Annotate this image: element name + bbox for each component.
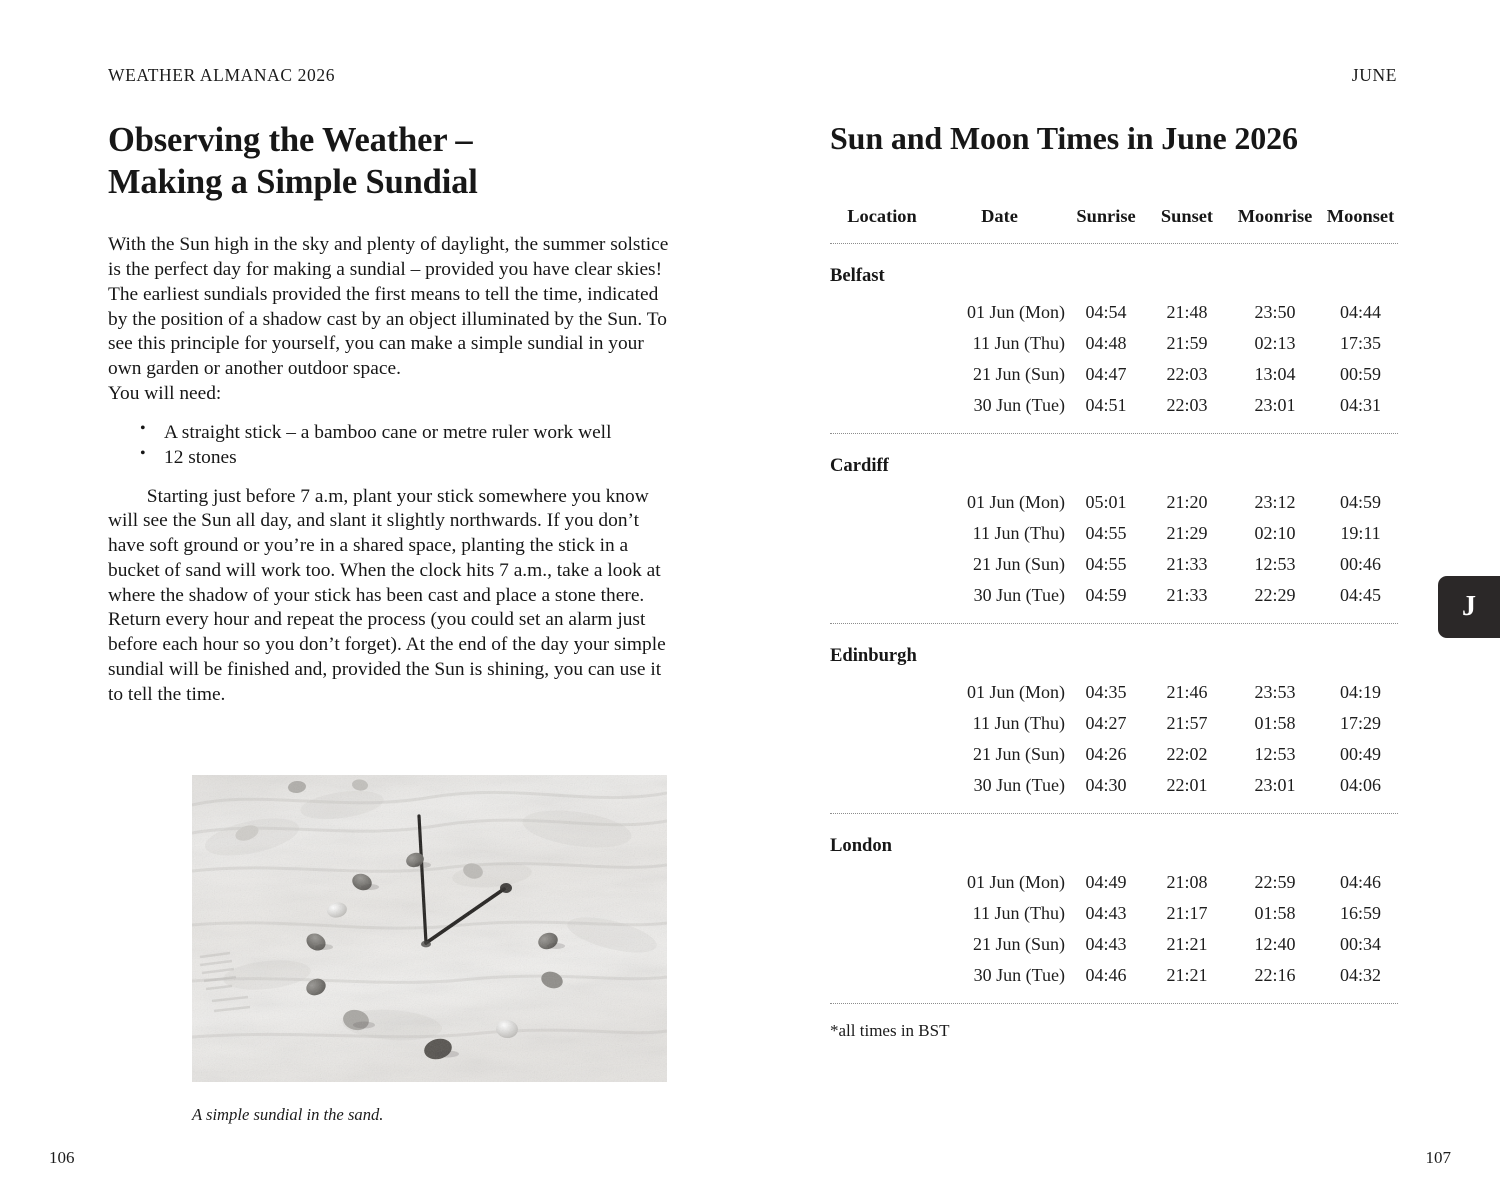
cell-sunset: 22:03 xyxy=(1166,395,1208,415)
column-header-location: Location xyxy=(847,206,917,226)
cell-date: 01 Jun (Mon) xyxy=(967,682,1065,702)
row-spacer xyxy=(830,770,934,813)
table-row xyxy=(830,708,1398,739)
cell-sunset: 21:20 xyxy=(1166,492,1208,512)
cell-moonrise: 23:01 xyxy=(1254,775,1296,795)
table-row xyxy=(830,359,1398,390)
cell-sunrise: 04:48 xyxy=(1085,333,1127,353)
month-thumb-tab xyxy=(1438,576,1500,638)
cell-sunrise: 04:51 xyxy=(1085,395,1127,415)
cell-moonset: 00:59 xyxy=(1339,364,1381,384)
cell-moonrise: 13:04 xyxy=(1254,364,1296,384)
column-header-moonrise: Moonrise xyxy=(1237,206,1313,226)
page-title-line-2: Making a Simple Sundial xyxy=(108,162,478,201)
cell-sunrise: 04:49 xyxy=(1085,872,1127,892)
cell-moonrise: 23:50 xyxy=(1254,302,1296,322)
table-footnote: *all times in BST xyxy=(830,1021,950,1040)
cell-sunrise: 04:30 xyxy=(1085,775,1127,795)
row-spacer xyxy=(830,359,934,390)
cell-sunrise: 05:01 xyxy=(1085,492,1127,512)
row-spacer xyxy=(830,518,934,549)
row-spacer xyxy=(830,673,934,708)
table-group-heading-edinburgh xyxy=(830,624,1398,673)
page-number-right: 107 xyxy=(1425,1148,1451,1167)
table-row xyxy=(830,863,1398,898)
cell-sunset: 21:08 xyxy=(1166,872,1208,892)
cell-sunset: 21:21 xyxy=(1166,934,1208,954)
table-row xyxy=(830,898,1398,929)
cell-moonrise: 22:29 xyxy=(1254,585,1296,605)
cell-sunset: 21:33 xyxy=(1166,585,1208,605)
page-title-line-1: Observing the Weather – xyxy=(108,121,473,159)
table-row xyxy=(830,293,1398,328)
cell-sunset: 21:29 xyxy=(1166,523,1208,543)
table-row xyxy=(830,770,1398,813)
column-header-sunrise: Sunrise xyxy=(1076,206,1136,226)
table-header-row xyxy=(830,206,1398,243)
sundial-photo-image xyxy=(192,775,667,1082)
page-number-left: 106 xyxy=(49,1148,75,1167)
table-row xyxy=(830,580,1398,623)
cell-moonset: 04:32 xyxy=(1339,965,1381,985)
cell-sunset: 22:03 xyxy=(1166,364,1208,384)
cell-sunset: 21:46 xyxy=(1166,682,1208,702)
cell-moonset: 19:11 xyxy=(1340,523,1381,543)
row-spacer xyxy=(830,863,934,898)
cell-sunrise: 04:43 xyxy=(1085,934,1127,954)
row-spacer xyxy=(830,328,934,359)
cell-sunrise: 04:59 xyxy=(1085,585,1127,605)
table-row xyxy=(830,960,1398,1003)
cell-sunset: 22:02 xyxy=(1166,744,1208,764)
cell-moonrise: 02:10 xyxy=(1254,523,1296,543)
instructions-paragraph: Starting just before 7 a.m, plant your stick somewhere you know will see the Sun all day, and slant it slightly northwards. If you don’t have soft ground or you’re in a shared space, planting the stick in a bucket of sand will work too. When the clock hits 7 a.m., take a look at where the shadow of your stick has been cast and place a stone there. Return every hour and repeat the process (you could set an alarm just before each hour so you don’t forget). At the end of the day your simple sundial will be finished and, provided the Sun is shining, you can use it to tell the time. xyxy=(108,485,666,705)
cell-sunrise: 04:55 xyxy=(1085,523,1127,543)
cell-date: 11 Jun (Thu) xyxy=(972,523,1065,543)
cell-moonrise: 22:59 xyxy=(1254,872,1296,892)
row-spacer xyxy=(830,898,934,929)
sundial-figure xyxy=(192,775,667,1125)
table-group-heading-belfast xyxy=(830,244,1398,293)
cell-sunset: 21:33 xyxy=(1166,554,1208,574)
row-spacer xyxy=(830,739,934,770)
location-name: London xyxy=(830,835,893,856)
intro-paragraph: With the Sun high in the sky and plenty of daylight, the summer solstice is the perfect day for making a sundial – provided you have clear skies! The earliest sundials provided the first means to tell the time, indicated by the position of a shadow cast by an object illuminated by the Sun. To see this principle for yourself, you can make a simple sundial in your own garden or another outdoor space. xyxy=(108,234,669,380)
table-row xyxy=(830,549,1398,580)
cell-moonset: 04:44 xyxy=(1339,302,1381,322)
table-rule xyxy=(830,1003,1398,1004)
running-head-left: WEATHER ALMANAC 2026 xyxy=(108,65,336,85)
materials-lead-in: You will need: xyxy=(108,382,222,404)
cell-date: 21 Jun (Sun) xyxy=(972,364,1065,384)
cell-date: 30 Jun (Tue) xyxy=(973,775,1065,795)
cell-moonset: 17:29 xyxy=(1339,713,1381,733)
cell-date: 30 Jun (Tue) xyxy=(973,965,1065,985)
table-row xyxy=(830,518,1398,549)
row-spacer xyxy=(830,293,934,328)
cell-sunrise: 04:54 xyxy=(1085,302,1127,322)
cell-date: 21 Jun (Sun) xyxy=(972,554,1065,574)
row-spacer xyxy=(830,929,934,960)
cell-date: 01 Jun (Mon) xyxy=(967,492,1065,512)
list-item: • 12 stones xyxy=(108,445,672,470)
table-row xyxy=(830,673,1398,708)
cell-sunrise: 04:26 xyxy=(1085,744,1127,764)
cell-moonset: 04:19 xyxy=(1339,682,1381,702)
cell-moonrise: 02:13 xyxy=(1254,333,1296,353)
row-spacer xyxy=(830,483,934,518)
cell-moonset: 16:59 xyxy=(1339,903,1381,923)
cell-date: 11 Jun (Thu) xyxy=(972,333,1065,353)
cell-sunset: 21:48 xyxy=(1166,302,1208,322)
cell-moonrise: 01:58 xyxy=(1254,713,1296,733)
photo-caption: A simple sundial in the sand. xyxy=(192,1105,384,1124)
cell-moonset: 04:59 xyxy=(1339,492,1381,512)
column-header-date: Date xyxy=(981,206,1018,226)
cell-sunset: 21:57 xyxy=(1166,713,1208,733)
column-header-moonset: Moonset xyxy=(1326,206,1395,226)
cell-date: 21 Jun (Sun) xyxy=(972,744,1065,764)
cell-date: 30 Jun (Tue) xyxy=(973,395,1065,415)
table-row xyxy=(830,739,1398,770)
cell-moonrise: 01:58 xyxy=(1254,903,1296,923)
cell-moonset: 04:45 xyxy=(1339,585,1381,605)
left-page-content xyxy=(108,120,672,707)
table-title: Sun and Moon Times in June 2026 xyxy=(830,120,1298,156)
table-row xyxy=(830,390,1398,433)
cell-moonset: 00:46 xyxy=(1339,554,1381,574)
cell-moonrise: 23:12 xyxy=(1254,492,1296,512)
page-title xyxy=(108,120,672,203)
cell-moonrise: 12:40 xyxy=(1254,934,1296,954)
cell-date: 21 Jun (Sun) xyxy=(972,934,1065,954)
cell-moonset: 00:49 xyxy=(1339,744,1381,764)
row-spacer xyxy=(830,390,934,433)
cell-moonrise: 22:16 xyxy=(1254,965,1296,985)
cell-moonset: 04:31 xyxy=(1339,395,1381,415)
cell-moonrise: 23:01 xyxy=(1254,395,1296,415)
cell-moonset: 04:06 xyxy=(1339,775,1381,795)
row-spacer xyxy=(830,549,934,580)
cell-sunrise: 04:35 xyxy=(1085,682,1127,702)
table-row xyxy=(830,483,1398,518)
dotted-rule xyxy=(830,1003,1398,1004)
table-row xyxy=(830,328,1398,359)
cell-moonset: 17:35 xyxy=(1339,333,1381,353)
right-page-content xyxy=(830,120,1398,1041)
cell-date: 11 Jun (Thu) xyxy=(972,713,1065,733)
month-tab-label: J xyxy=(1462,591,1476,622)
row-spacer xyxy=(830,580,934,623)
running-head-right: JUNE xyxy=(1351,65,1397,85)
table-row xyxy=(830,929,1398,960)
cell-moonset: 04:46 xyxy=(1339,872,1381,892)
sun-moon-times-table xyxy=(830,206,1398,1004)
table-group-heading-cardiff xyxy=(830,434,1398,483)
cell-sunrise: 04:27 xyxy=(1085,713,1127,733)
column-header-sunset: Sunset xyxy=(1160,206,1214,226)
cell-sunrise: 04:55 xyxy=(1085,554,1127,574)
cell-moonset: 00:34 xyxy=(1339,934,1381,954)
row-spacer xyxy=(830,708,934,739)
table-body xyxy=(830,243,1398,1004)
sundial-photo xyxy=(192,775,667,1082)
cell-sunrise: 04:43 xyxy=(1085,903,1127,923)
cell-date: 11 Jun (Thu) xyxy=(972,903,1065,923)
cell-moonrise: 23:53 xyxy=(1254,682,1296,702)
location-name: Cardiff xyxy=(830,455,889,476)
table-group-heading-london xyxy=(830,814,1398,863)
cell-date: 01 Jun (Mon) xyxy=(967,872,1065,892)
cell-moonrise: 12:53 xyxy=(1254,554,1296,574)
materials-list xyxy=(108,420,672,470)
cell-sunrise: 04:47 xyxy=(1085,364,1127,384)
row-spacer xyxy=(830,960,934,1003)
cell-sunset: 21:59 xyxy=(1166,333,1208,353)
cell-sunset: 21:21 xyxy=(1166,965,1208,985)
location-name: Belfast xyxy=(830,265,885,286)
cell-date: 30 Jun (Tue) xyxy=(973,585,1065,605)
cell-moonrise: 12:53 xyxy=(1254,744,1296,764)
cell-sunset: 21:17 xyxy=(1166,903,1208,923)
location-name: Edinburgh xyxy=(830,645,917,666)
cell-date: 01 Jun (Mon) xyxy=(967,302,1065,322)
cell-sunset: 22:01 xyxy=(1166,775,1208,795)
cell-sunrise: 04:46 xyxy=(1085,965,1127,985)
list-item: • A straight stick – a bamboo cane or metre ruler work well xyxy=(108,420,672,445)
table-head xyxy=(830,206,1398,243)
